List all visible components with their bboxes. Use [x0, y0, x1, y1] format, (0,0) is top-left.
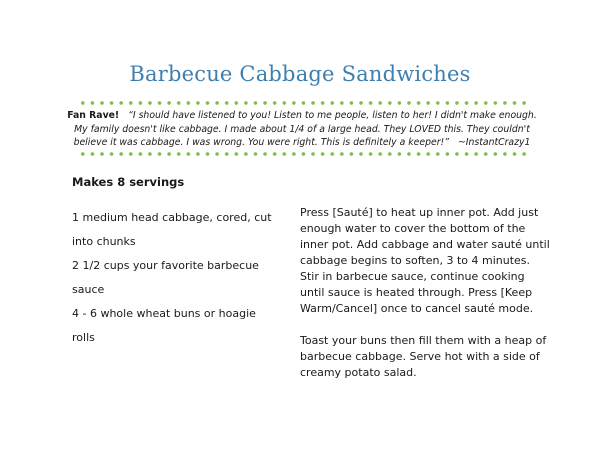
dotted-divider-bottom — [78, 152, 528, 156]
fan-rave-attribution: ~InstantCrazy1 — [457, 137, 531, 148]
ingredient-item: 2 1/2 cups your favorite barbecue sauce — [72, 259, 259, 296]
direction-step: Toast your buns then fill them with a heap of barbecue cabbage. Serve hot with a side of creamy potato salad. — [300, 334, 547, 379]
fan-rave-spacer-2 — [452, 137, 455, 148]
fan-rave-quote — [66, 109, 538, 150]
ingredients-list — [72, 206, 282, 350]
dotted-divider-top — [78, 101, 528, 105]
servings-heading: Makes 8 servings — [72, 175, 185, 189]
ingredient-item: 4 - 6 whole wheat buns or hoagie rolls — [72, 307, 256, 344]
directions — [300, 205, 550, 397]
fan-rave-text: “I should have listened to you! Listen to me people, listen to her! I didn't make enough. My family doesn't like cabbage. I made about 1/4 of a large head. They LOVED this. They couldn't believe it was cabbage. I was wrong. You were right. This is definitely a keeper!” — [73, 110, 537, 148]
fan-rave-label: Fan Rave! — [67, 110, 120, 121]
ingredient-item: 1 medium head cabbage, cored, cut into chunks — [72, 211, 272, 248]
recipe-title: Barbecue Cabbage Sandwiches — [129, 62, 471, 86]
direction-step: Press [Sauté] to heat up inner pot. Add just enough water to cover the bottom of the inner pot. Add cabbage and water sauté until cabbage begins to soften, 3 to 4 minutes. Stir in barbecue sauce, continue cooking until sauce is heated through. Press [Keep Warm/Cancel] once to cancel sauté mode. — [300, 206, 550, 315]
